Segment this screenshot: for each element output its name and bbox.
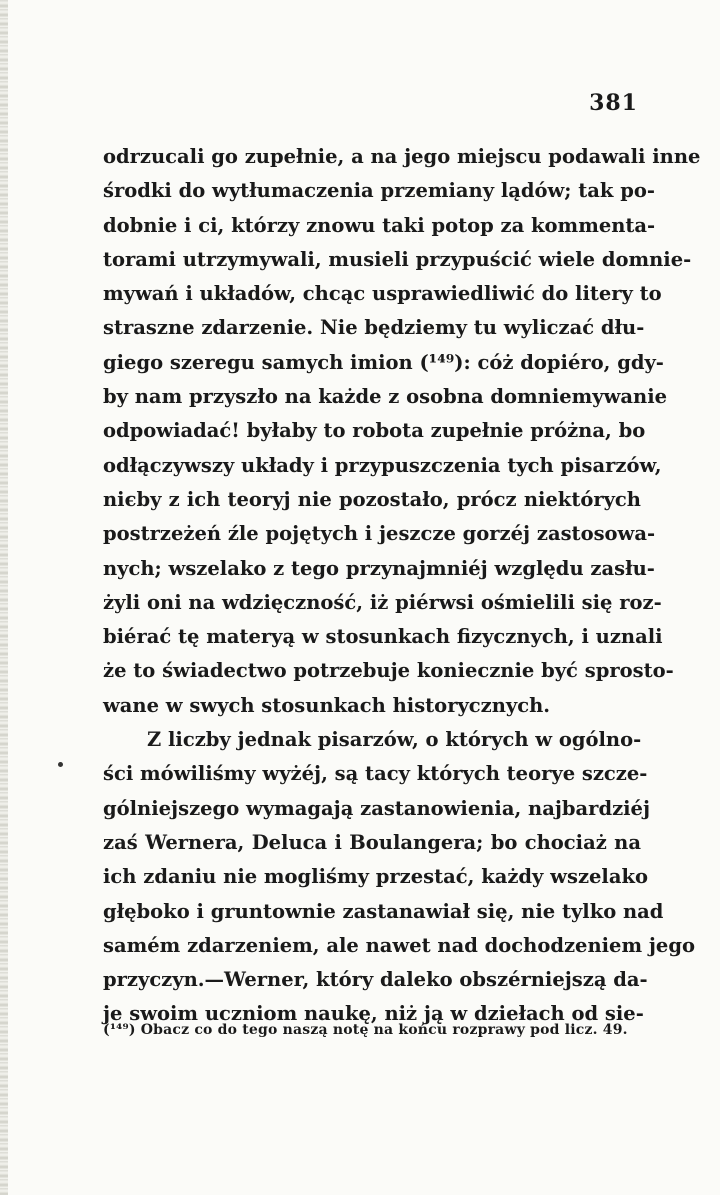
text-line: biérać tę materyą w stosunkach fizycznych, i uznali <box>103 625 663 649</box>
text-line: odpowiadać! byłaby to robota zupełnie próżna, bo <box>103 419 646 443</box>
text-line: środki do wytłumaczenia przemiany lądów; tak po- <box>103 179 655 203</box>
text-line: postrzeżeń źle pojętych i jeszcze gorzéj zastosowa- <box>103 522 656 546</box>
text-line: niєby z ich teoryj nie pozostało, prócz niektórych <box>103 487 641 511</box>
paragraph-1 <box>103 140 701 723</box>
text-line: ści mówiliśmy wyżéj, są tacy których teorye szcze- <box>103 762 648 786</box>
text-line: zaś Wernera, Deluca i Boulangera; bo chociaż na <box>103 830 641 854</box>
text-line: nych; wszelako z tego przynajmniéj względu zasłu- <box>103 556 655 580</box>
margin-mark <box>58 762 63 767</box>
footnote: (¹⁴⁹) Obacz co do tego naszą notę na końcu rozprawy pod licz. 49. <box>103 1022 628 1038</box>
text-line: odrzucali go zupełnie, a na jego miejscu podawali inne <box>103 145 701 168</box>
text-line: ich zdaniu nie mogliśmy przestać, każdy wszelako <box>103 865 648 889</box>
text-line: odłączywszy układy i przypuszczenia tych pisarzów, <box>103 453 662 477</box>
text-line: że to świadectwo potrzebuje koniecznie być sprosto- <box>103 659 674 683</box>
text-line: mywań i układów, chcąc usprawiedliwić do litery to <box>103 282 662 306</box>
text-line: giego szeregu samych imion (¹⁴⁹): cóż dopiéro, gdy- <box>103 350 664 374</box>
page-number: 381 <box>589 90 638 116</box>
text-line: je swoim uczniom naukę, niż ją w dziełach od sie- <box>103 1002 644 1026</box>
body-text <box>103 140 701 1032</box>
text-line: żyli oni na wdzięczność, iż piérwsi ośmielili się roz- <box>103 590 662 614</box>
text-line: gólniejszego wymagają zastanowienia, najbardziéj <box>103 796 651 820</box>
text-line: by nam przyszło na każde z osobna domniemywanie <box>103 385 668 409</box>
text-line: samém zdarzeniem, ale nawet nad dochodzeniem jego <box>103 933 695 957</box>
paragraph-2 <box>103 723 695 1032</box>
text-line: wane w swych stosunkach historycznych. <box>103 693 551 717</box>
text-line: przyczyn.—Werner, który daleko obszérniejszą da- <box>103 968 648 992</box>
text-line: Z liczby jednak pisarzów, o których w ogólno- <box>147 728 642 752</box>
text-line: głęboko i gruntownie zastanawiał się, nie tylko nad <box>103 899 664 923</box>
text-line: torami utrzymywali, musieli przypuścić wiele domnie- <box>103 247 692 271</box>
text-line: dobnie i ci, którzy znowu taki potop za kommenta- <box>103 213 656 237</box>
page-edge <box>0 0 8 1195</box>
text-line: straszne zdarzenie. Nie będziemy tu wyliczać dłu- <box>103 316 645 340</box>
